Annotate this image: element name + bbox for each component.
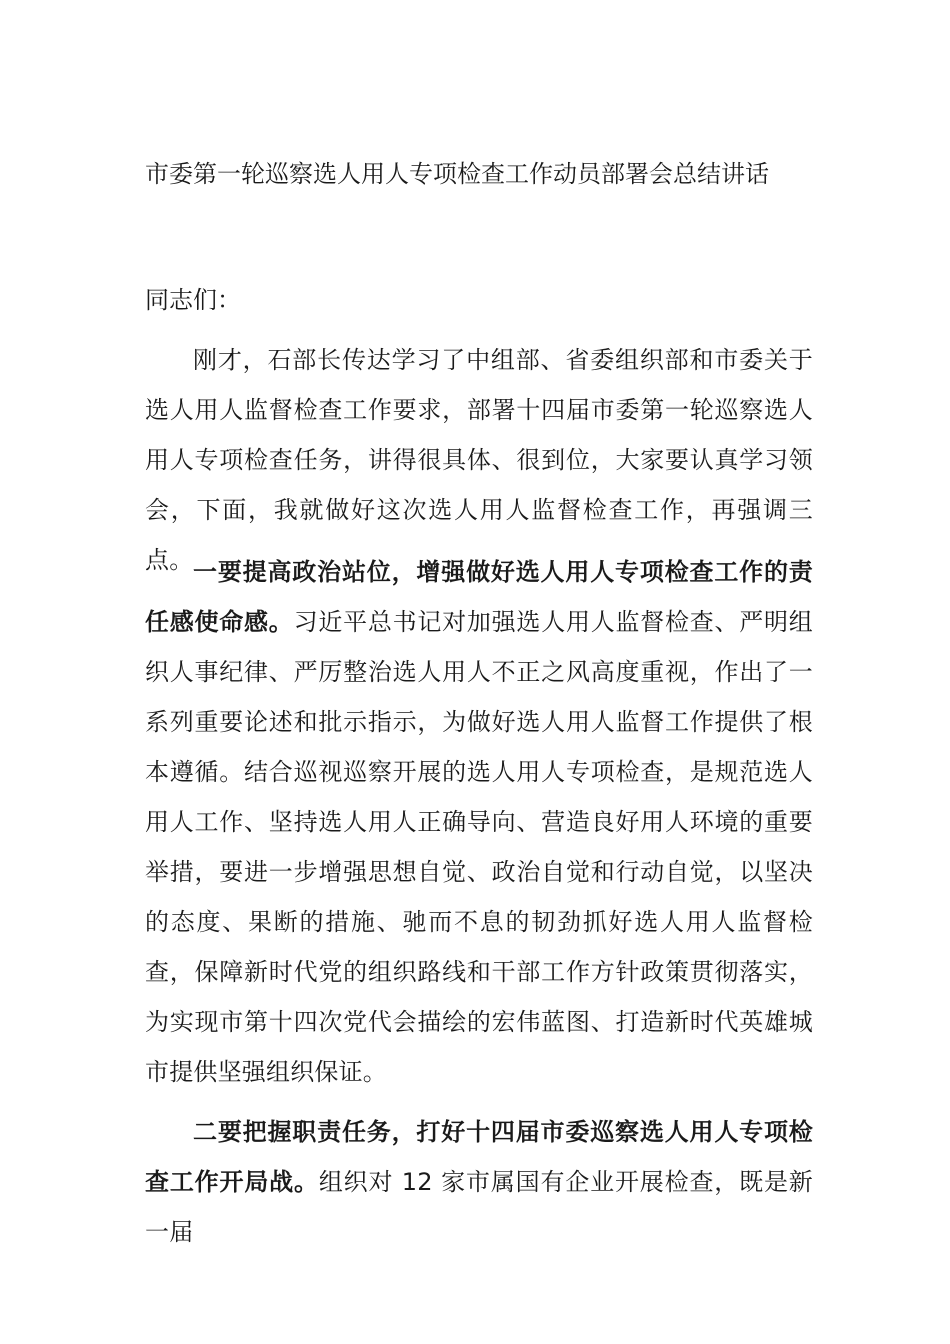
paragraph-1-text: 刚才，石部长传达学习了中组部、省委组织部和市委关于选人用人监督检查工作要求，部署十四届市委第一轮巡察选人用人专项检查任务，讲得很具体、很到位，大家要认真学习领会，下面，我就做好这次选人用人监督检查工作，再强调三点。 xyxy=(145,346,813,574)
document-title: 市委第一轮巡察选人用人专项检查工作动员部署会总结讲话 xyxy=(145,160,769,188)
paragraph-3-text: 组织对 12 家市属国有企业开展检查，既是新一届 xyxy=(145,1168,813,1246)
salutation: 同志们： xyxy=(145,286,241,314)
paragraph-3 xyxy=(145,1107,813,1257)
paragraph-2-text: 习近平总书记对加强选人用人监督检查、严明组织人事纪律、严厉整治选人用人不正之风高度重视，作出了一系列重要论述和批示指示，为做好选人用人监督工作提供了根本遵循。结合巡视巡察开展的选人用人专项检查，是规范选人用人工作、坚持选人用人正确导向、营造良好用人环境的重要举措，要进一步增强思想自觉、政治自觉和行动自觉，以坚决的态度、果断的措施、驰而不息的韧劲抓好选人用人监督检查，保障新时代党的组织路线和干部工作方针政策贯彻落实，为实现市第十四次党代会描绘的宏伟蓝图、打造新时代英雄城市提供坚强组织保证。 xyxy=(145,608,814,1086)
paragraph-3-lead: 二要把握职责任务，打好十四届市委巡察选人用人专项检查工作开局战。 xyxy=(145,1118,813,1196)
paragraph-2 xyxy=(145,547,813,1097)
paragraph-2-lead: 一要提高政治站位，增强做好选人用人专项检查工作的责任感使命感。 xyxy=(145,558,813,636)
